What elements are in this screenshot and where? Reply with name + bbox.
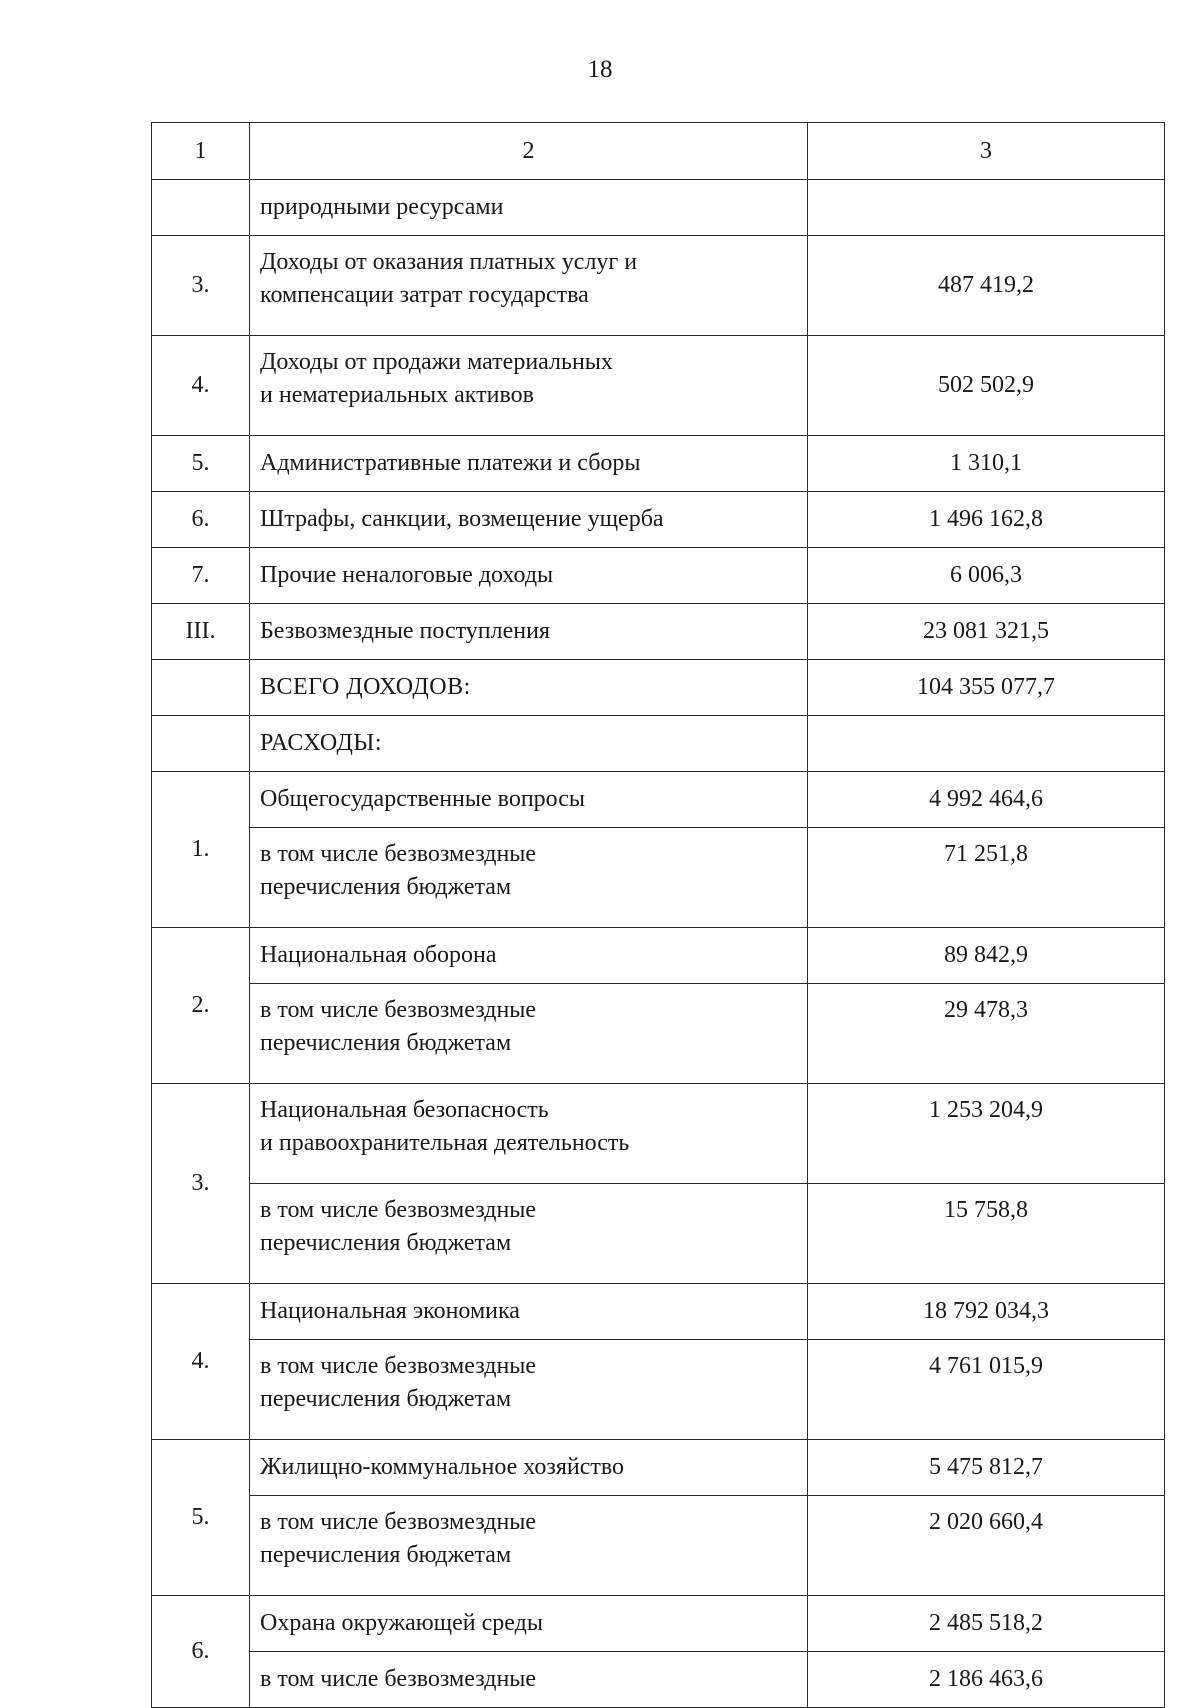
row-number: 6. [152,492,250,548]
row-name: Административные платежи и сборы [250,436,808,492]
row-number: 6. [152,1596,250,1708]
subrow-value: 15 758,8 [808,1184,1165,1284]
row-number: 2. [152,928,250,1084]
table-row [152,928,1165,984]
page-number: 18 [587,56,613,83]
row-value: 1 310,1 [808,436,1165,492]
row-value: 502 502,9 [808,336,1165,436]
table-header-row [152,123,1165,180]
row-value: 23 081 321,5 [808,604,1165,660]
table-row [152,604,1165,660]
subrow-name-line: в том числе безвозмездные [260,1353,537,1379]
subrow-name-line: перечисления бюджетам [260,1230,512,1256]
row-name: Безвозмездные поступления [250,604,808,660]
row-number: 5. [152,436,250,492]
header-col-2: 2 [250,123,808,180]
row-value: 1 496 162,8 [808,492,1165,548]
row-name: РАСХОДЫ: [250,716,808,772]
table-row [152,772,1165,828]
row-number: 3. [152,1084,250,1284]
row-number: III. [152,604,250,660]
subrow-name-line: в том числе безвозмездные [260,1509,537,1535]
row-value [808,716,1165,772]
table-row [152,180,1165,236]
table-row [152,1284,1165,1340]
table-row-section [152,716,1165,772]
table-row [152,1084,1165,1184]
subrow-value: 2 186 463,6 [808,1652,1165,1708]
row-name-line: Доходы от оказания платных услуг и [260,249,638,275]
row-name-line: Доходы от продажи материальных [260,349,613,375]
row-number: 4. [152,1284,250,1440]
row-value: 487 419,2 [808,236,1165,336]
row-name: Жилищно-коммунальное хозяйство [250,1440,808,1496]
row-number [152,716,250,772]
subrow-value: 4 761 015,9 [808,1340,1165,1440]
subrow-name-line: перечисления бюджетам [260,1386,512,1412]
row-name-line: и правоохранительная деятельность [260,1130,630,1156]
subrow-name-line: в том числе безвозмездные [260,841,537,867]
row-value: 6 006,3 [808,548,1165,604]
subrow-name: в том числе безвозмездные [250,1652,808,1708]
table-subrow [152,1340,1165,1440]
row-number: 7. [152,548,250,604]
table-subrow [152,1652,1165,1708]
table-row [152,336,1165,436]
row-value: 4 992 464,6 [808,772,1165,828]
row-number: 1. [152,772,250,928]
row-name-line: и нематериальных активов [260,382,534,408]
subrow-name [250,1496,808,1596]
subrow-name-line: перечисления бюджетам [260,1030,512,1056]
table-row [152,1440,1165,1496]
table-row-total [152,660,1165,716]
table-row [152,492,1165,548]
table-subrow [152,1496,1165,1596]
row-name: Прочие неналоговые доходы [250,548,808,604]
row-name [250,336,808,436]
table-row [152,236,1165,336]
subrow-value: 29 478,3 [808,984,1165,1084]
row-name [250,1084,808,1184]
row-name: Общегосударственные вопросы [250,772,808,828]
row-value [808,180,1165,236]
row-name-line: Национальная безопасность [260,1097,549,1123]
subrow-value: 71 251,8 [808,828,1165,928]
row-value: 2 485 518,2 [808,1596,1165,1652]
row-value: 18 792 034,3 [808,1284,1165,1340]
row-value: 5 475 812,7 [808,1440,1165,1496]
header-col-3: 3 [808,123,1165,180]
row-name: Штрафы, санкции, возмещение ущерба [250,492,808,548]
table-subrow [152,1184,1165,1284]
subrow-name [250,1340,808,1440]
subrow-name-line: перечисления бюджетам [260,874,512,900]
table-subrow [152,984,1165,1084]
row-number [152,180,250,236]
header-col-1: 1 [152,123,250,180]
row-name: ВСЕГО ДОХОДОВ: [250,660,808,716]
row-value: 89 842,9 [808,928,1165,984]
row-name: Национальная оборона [250,928,808,984]
table-row [152,1596,1165,1652]
subrow-name-line: перечисления бюджетам [260,1542,512,1568]
subrow-name [250,828,808,928]
subrow-value: 2 020 660,4 [808,1496,1165,1596]
budget-table [151,122,1165,1708]
row-name: Национальная экономика [250,1284,808,1340]
table-row [152,436,1165,492]
table-row [152,548,1165,604]
table-subrow [152,828,1165,928]
subrow-name [250,1184,808,1284]
row-value: 104 355 077,7 [808,660,1165,716]
row-number: 3. [152,236,250,336]
row-name: Охрана окружающей среды [250,1596,808,1652]
row-value: 1 253 204,9 [808,1084,1165,1184]
row-number: 5. [152,1440,250,1596]
row-number [152,660,250,716]
row-name-line: компенсации затрат государства [260,282,589,308]
subrow-name-line: в том числе безвозмездные [260,997,537,1023]
subrow-name [250,984,808,1084]
subrow-name-line: в том числе безвозмездные [260,1197,537,1223]
row-name: природными ресурсами [250,180,808,236]
row-name [250,236,808,336]
row-number: 4. [152,336,250,436]
